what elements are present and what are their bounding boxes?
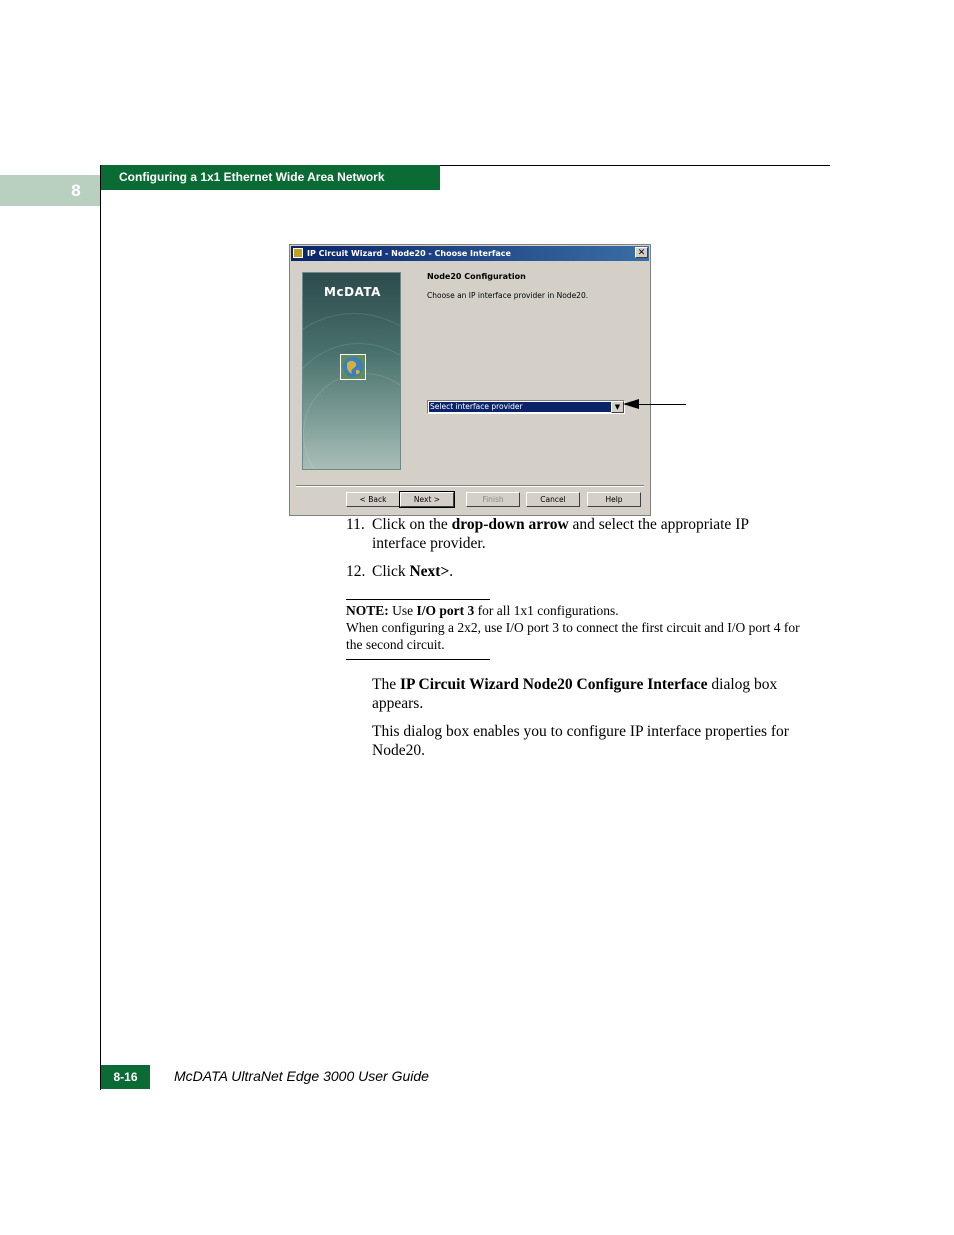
chapter-number-tab bbox=[0, 175, 100, 206]
dialog-heading: Node20 Configuration bbox=[427, 272, 526, 281]
note-line-1 bbox=[346, 602, 816, 619]
wizard-app-icon bbox=[293, 248, 303, 258]
chapter-number: 8 bbox=[71, 180, 81, 200]
section-header: Configuring a 1x1 Ethernet Wide Area Network bbox=[101, 165, 440, 190]
left-margin-rule bbox=[100, 165, 101, 1090]
dialog-title-bar bbox=[291, 246, 649, 261]
paragraph-text-part: dialog box appears. bbox=[372, 676, 778, 712]
wizard-banner-image bbox=[302, 272, 401, 470]
step-text-part: Click on the bbox=[372, 516, 452, 533]
back-button[interactable]: < Back bbox=[346, 492, 400, 507]
close-button[interactable]: ✕ bbox=[635, 247, 648, 258]
step-text-part: and select the appropriate IP interface provider. bbox=[372, 516, 749, 552]
cancel-button[interactable]: Cancel bbox=[526, 492, 580, 507]
ip-circuit-wizard-dialog bbox=[289, 244, 651, 516]
step-text bbox=[372, 515, 802, 553]
select-value: Select interface provider bbox=[429, 402, 611, 412]
dialog-separator bbox=[296, 485, 644, 487]
callout-arrow-icon bbox=[623, 399, 639, 409]
step-number: 12. bbox=[346, 563, 366, 580]
note-rule-top bbox=[346, 599, 490, 600]
note-text-part: Use bbox=[388, 603, 417, 618]
note-line-2: When configuring a 2x2, use I/O port 3 to connect the first circuit and I/O port 4 for the second circuit. bbox=[346, 620, 800, 652]
dialog-title: IP Circuit Wizard - Node20 - Choose Interface bbox=[307, 249, 511, 258]
header-rule bbox=[440, 165, 830, 166]
finish-button[interactable]: Finish bbox=[466, 492, 520, 507]
note-rule-bottom bbox=[346, 659, 490, 660]
help-button[interactable]: Help bbox=[587, 492, 641, 507]
paragraph bbox=[372, 675, 817, 713]
step-text-part: . bbox=[449, 563, 454, 580]
dialog-subtitle: Choose an IP interface provider in Node20. bbox=[427, 291, 589, 300]
guide-title: McDATA UltraNet Edge 3000 User Guide bbox=[174, 1068, 429, 1084]
page-number: 8-16 bbox=[101, 1065, 150, 1089]
paragraph: This dialog box enables you to configure IP interface properties for Node20. bbox=[372, 723, 789, 759]
next-button[interactable]: Next > bbox=[400, 492, 454, 507]
step-text bbox=[372, 562, 453, 581]
paragraph-text-part: The bbox=[372, 676, 400, 693]
mcdata-logo: McDATA bbox=[324, 285, 381, 299]
step-text-part: Click bbox=[372, 563, 410, 580]
step-bold-term: Next> bbox=[409, 563, 450, 580]
step-number: 11. bbox=[346, 516, 365, 533]
note-bold-term: I/O port 3 bbox=[416, 603, 475, 618]
globe-icon bbox=[340, 354, 366, 380]
note-block bbox=[346, 602, 816, 653]
note-label: NOTE: bbox=[346, 603, 389, 618]
step-bold-term: drop-down arrow bbox=[451, 516, 569, 533]
chevron-down-icon[interactable]: ▼ bbox=[611, 401, 624, 413]
interface-provider-select[interactable] bbox=[427, 400, 625, 414]
dialog-name-term: IP Circuit Wizard Node20 Configure Interface bbox=[399, 676, 708, 693]
note-text-part: for all 1x1 configurations. bbox=[474, 603, 619, 618]
